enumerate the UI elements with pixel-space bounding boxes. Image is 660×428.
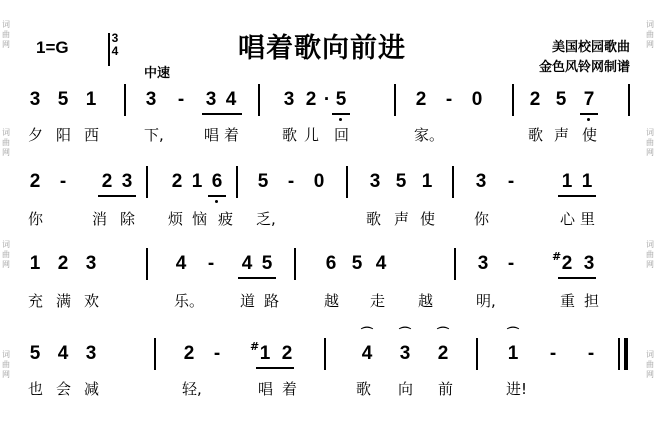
- notation-line-4: 5 4 3 2 - # 1 2 ⌒ 4 ⌒ 3 ⌒ 2 ⌒ 1 - -: [28, 338, 632, 370]
- meter-bottom: 4: [111, 44, 119, 58]
- meter-top: 3: [111, 31, 119, 45]
- song-origin: 美国校园歌曲: [551, 40, 630, 55]
- time-signature: [108, 32, 122, 58]
- lyrics-line-3: 充 满 欢 乐。 道 路 越 走 越 明, 重 担: [28, 292, 600, 310]
- watermark-right-1: 词 曲 网: [646, 20, 654, 49]
- watermark-left-4: 词 曲 网: [2, 350, 10, 379]
- key-signature: 1=G: [36, 38, 69, 57]
- lyrics-line-4: 也 会 减 轻, 唱 着 歌 向 前 进!: [28, 380, 528, 398]
- watermark-right-4: 词 曲 网: [646, 350, 654, 379]
- watermark-left-1: 词 曲 网: [2, 20, 10, 49]
- watermark-left-3: 词 曲 网: [2, 240, 10, 269]
- tempo-mark: 中速: [144, 66, 171, 81]
- notation-line-3: 1 2 3 4 - 4 5 6 5 4 3 - # 2 3: [28, 248, 632, 280]
- watermark-left-2: 词 曲 网: [2, 128, 10, 157]
- score-maker: 金色风铃网制谱: [538, 60, 630, 75]
- lyrics-line-1: 夕 阳 西 下, 唱 着 歌 儿 回 家。 歌 声 使: [28, 126, 598, 144]
- lyrics-line-2: 你 消 除 烦 恼 疲 乏, 歌 声 使 你 心 里: [28, 210, 596, 228]
- watermark-right-2: 词 曲 网: [646, 128, 654, 157]
- notation-line-1: 3 5 1 3 - 3 4 3 2 · 5 2 - 0 2 5 7: [28, 84, 632, 116]
- song-title: 唱着歌向前进: [238, 33, 406, 64]
- notation-line-2: 2 - 2 3 2 1 6 5 - 0 3 5 1 3 - 1 1: [28, 166, 632, 198]
- watermark-right-3: 词 曲 网: [646, 240, 654, 269]
